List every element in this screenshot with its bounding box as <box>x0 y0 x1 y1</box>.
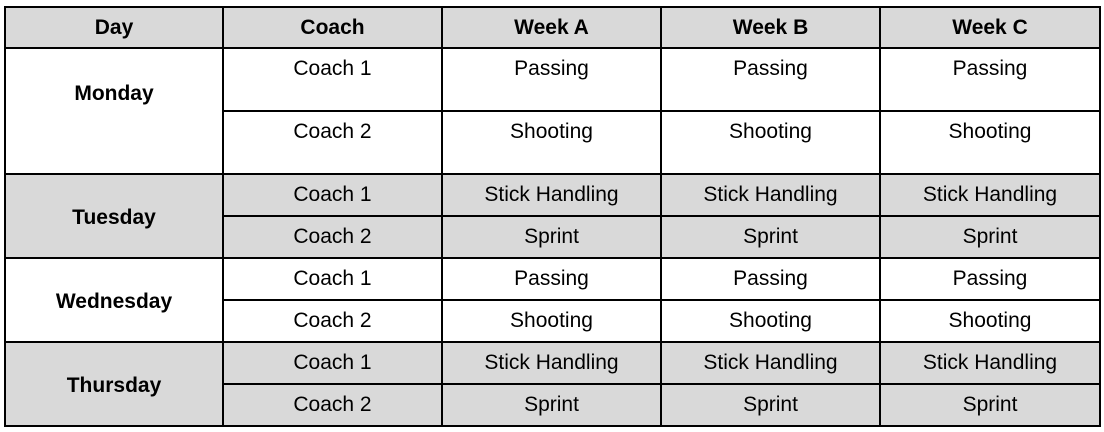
week-a-cell: Stick Handling <box>442 342 661 384</box>
week-a-cell: Passing <box>442 258 661 300</box>
week-b-cell: Sprint <box>661 384 880 426</box>
week-a-cell: Passing <box>442 48 661 111</box>
week-b-cell: Stick Handling <box>661 174 880 216</box>
table-row <box>5 342 1100 384</box>
week-c-cell: Shooting <box>880 300 1100 342</box>
week-c-cell: Passing <box>880 48 1100 111</box>
coach-cell: Coach 2 <box>223 216 442 258</box>
week-c-cell: Sprint <box>880 216 1100 258</box>
coach-cell: Coach 1 <box>223 342 442 384</box>
week-c-cell: Stick Handling <box>880 342 1100 384</box>
week-a-cell: Shooting <box>442 111 661 174</box>
week-a-cell: Shooting <box>442 300 661 342</box>
week-b-cell: Passing <box>661 48 880 111</box>
day-cell-tuesday: Tuesday <box>5 174 223 258</box>
week-c-cell: Sprint <box>880 384 1100 426</box>
header-week-b: Week B <box>661 7 880 48</box>
week-c-cell: Stick Handling <box>880 174 1100 216</box>
week-c-cell: Shooting <box>880 111 1100 174</box>
week-b-cell: Shooting <box>661 300 880 342</box>
table-row <box>5 258 1100 300</box>
header-week-c: Week C <box>880 7 1100 48</box>
header-row <box>5 7 1100 48</box>
week-b-cell: Passing <box>661 258 880 300</box>
coach-cell: Coach 1 <box>223 258 442 300</box>
coach-cell: Coach 2 <box>223 111 442 174</box>
header-day: Day <box>5 7 223 48</box>
week-b-cell: Shooting <box>661 111 880 174</box>
table-row <box>5 174 1100 216</box>
coach-cell: Coach 1 <box>223 174 442 216</box>
coaching-schedule-table <box>4 6 1101 427</box>
table-row <box>5 48 1100 111</box>
week-b-cell: Sprint <box>661 216 880 258</box>
table-body <box>5 48 1100 426</box>
coach-cell: Coach 1 <box>223 48 442 111</box>
coach-cell: Coach 2 <box>223 300 442 342</box>
week-a-cell: Sprint <box>442 216 661 258</box>
day-cell-thursday: Thursday <box>5 342 223 426</box>
header-coach: Coach <box>223 7 442 48</box>
day-cell-monday: Monday <box>5 48 223 174</box>
week-b-cell: Stick Handling <box>661 342 880 384</box>
coach-cell: Coach 2 <box>223 384 442 426</box>
week-a-cell: Sprint <box>442 384 661 426</box>
table-header <box>5 7 1100 48</box>
week-c-cell: Passing <box>880 258 1100 300</box>
header-week-a: Week A <box>442 7 661 48</box>
week-a-cell: Stick Handling <box>442 174 661 216</box>
day-cell-wednesday: Wednesday <box>5 258 223 342</box>
